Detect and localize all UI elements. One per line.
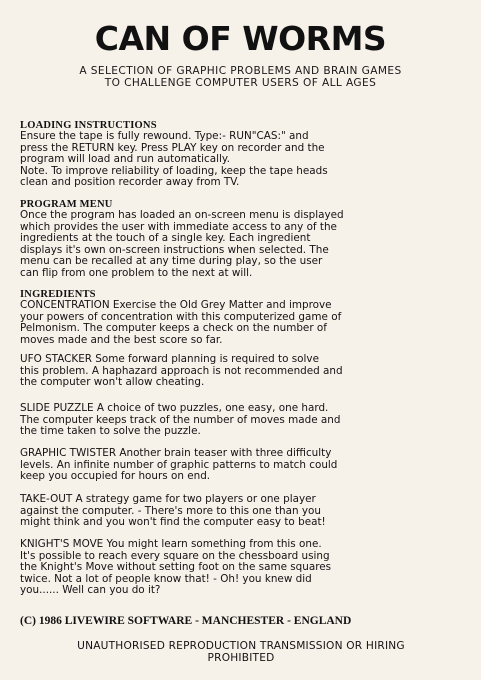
- section-body: CONCENTRATION Exercise the Old Grey Matter and improve your powers of concentration with this computerized game of Pelmonism. The computer keeps a check on the number of moves made and the best score so far.: [20, 299, 342, 346]
- ingredients-section: [20, 289, 462, 346]
- ingredient-take-out: [20, 494, 462, 529]
- loading-instructions-section: [20, 120, 462, 189]
- section-heading: INGREDIENTS: [20, 289, 96, 300]
- page-title: CAN OF WORMS: [94, 19, 387, 58]
- ingredient-text: TAKE-OUT A strategy game for two players or one player against the computer. - There's more to this one than you might think and you won't find the computer easy to beat!: [20, 493, 326, 529]
- program-menu-section: [20, 199, 462, 280]
- section-heading: PROGRAM MENU: [20, 199, 113, 210]
- ingredient-slide-puzzle: [20, 403, 462, 438]
- section-heading: LOADING INSTRUCTIONS: [20, 120, 157, 131]
- ingredient-graphic-twister: [20, 448, 462, 483]
- section-body: Once the program has loaded an on-screen menu is displayed which provides the user with immediate access to any of the ingredients at the touch of a single key. Each ingredient displays it's own on-screen instructions when selected. The menu can be recalled at any time during play, so the user can flip from one problem to the next at will.: [20, 209, 344, 279]
- ingredient-knights-move: [20, 539, 462, 597]
- page-subtitle: A SELECTION OF GRAPHIC PROBLEMS AND BRAIN GAMES TO CHALLENGE COMPUTER USERS OF ALL AGES: [79, 65, 402, 89]
- section-body: Ensure the tape is fully rewound. Type:- RUN"CAS:" and press the RETURN key. Press PLAY key on recorder and the program will load and run automatically. Note. To improve reliability of loading, keep the tape heads clean and position recorder away from TV.: [20, 130, 328, 189]
- ingredient-text: SLIDE PUZZLE A choice of two puzzles, one easy, one hard. The computer keeps track of the number of moves made and the time taken to solve the puzzle.: [20, 402, 341, 438]
- reproduction-notice: UNAUTHORISED REPRODUCTION TRANSMISSION OR HIRING PROHIBITED: [77, 640, 405, 664]
- copyright-line: (C) 1986 LIVEWIRE SOFTWARE - MANCHESTER - ENGLAND: [20, 615, 352, 627]
- ingredient-text: GRAPHIC TWISTER Another brain teaser with three difficulty levels. An infinite number of graphic patterns to match could keep you occupied for hours on end.: [20, 447, 338, 483]
- ingredient-text: KNIGHT'S MOVE You might learn something from this one. It's possible to reach every square on the chessboard using the Knight's Move without setting foot on the same squares twice. Not a lot of people know that! - Oh! you knew did you...... Well can you do it?: [20, 538, 332, 597]
- ingredient-ufo-stacker: [20, 354, 462, 389]
- ingredient-text: UFO STACKER Some forward planning is required to solve this problem. A haphazard approach is not recommended and the computer won't allow cheating.: [20, 353, 343, 389]
